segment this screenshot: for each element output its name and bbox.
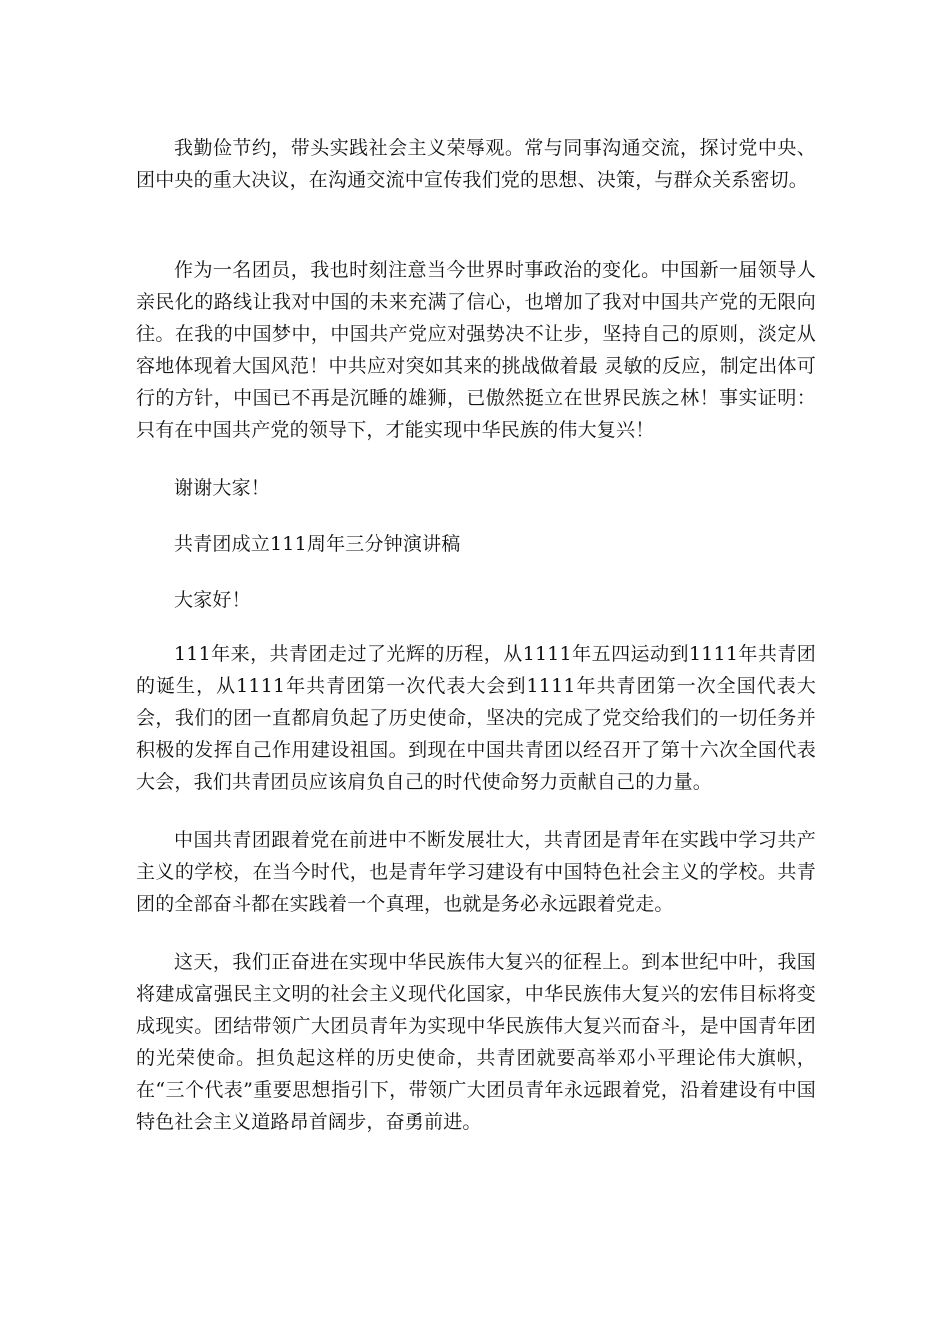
paragraph-history: 111年来，共青团走过了光辉的历程，从1111年五四运动到1111年共青团的诞生，从1111年共青团第一次代表大会到1111年共青团第一次全国代表大会，我们的团一直都肩负起了历史使命，坚决的完成了党交给我们的一切任务并积极的发挥自己作用建设祖国。到现在中国共青团以经召开了第十六次全国代表大会，我们共青团员应该肩负自己的时代使命努力贡献自己的力量。 bbox=[136, 643, 816, 793]
paragraph-diligence: 我勤俭节约，带头实践社会主义荣辱观。常与同事沟通交流，探讨党中央、团中央的重大决议，在沟通交流中宣传我们党的思想、决策，与群众关系密切。 bbox=[136, 137, 816, 191]
paragraph-youth-league: 中国共青团跟着党在前进中不断发展壮大，共青团是青年在实践中学习共产主义的学校，在当今时代，也是青年学习建设有中国特色社会主义的学校。共青团的全部奋斗都在实践着一个真理，也就是务必永远跟着党走。 bbox=[136, 829, 816, 915]
paragraph-mission: 这天，我们正奋进在实现中华民族伟大复兴的征程上。到本世纪中叶，我国将建成富强民主文明的社会主义现代化国家，中华民族伟大复兴的宏伟目标将变成现实。团结带领广大团员青年为实现中华民族伟大复兴而奋斗，是中国青年团的光荣使命。担负起这样的历史使命，共青团就要高举邓小平理论伟大旗帜，在“三个代表”重要思想指引下，带领广大团员青年永远跟着党，沿着建设有中国特色社会主义道路昂首阔步，奋勇前进。 bbox=[136, 951, 816, 1133]
paragraph-greeting: 大家好！ bbox=[174, 589, 251, 611]
paragraph-current-affairs: 作为一名团员，我也时刻注意当今世界时事政治的变化。中国新一届领导人亲民化的路线让我对中国的未来充满了信心，也增加了我对中国共产党的无限向往。在我的中国梦中，中国共产党应对强势决不让步，坚持自己的原则，淡定从容地体现着大国风范！中共应对突如其来的挑战做着最 灵敏的反应，制定出体可行的方针，中国已不再是沉睡的雄狮，已傲然挺立在世界民族之林！事实证明：只有在中国共产党的领导下，才能实现中华民族的伟大复兴！ bbox=[136, 259, 816, 441]
speech-title: 共青团成立111周年三分钟演讲稿 bbox=[174, 533, 461, 555]
paragraph-thanks: 谢谢大家！ bbox=[174, 477, 271, 499]
